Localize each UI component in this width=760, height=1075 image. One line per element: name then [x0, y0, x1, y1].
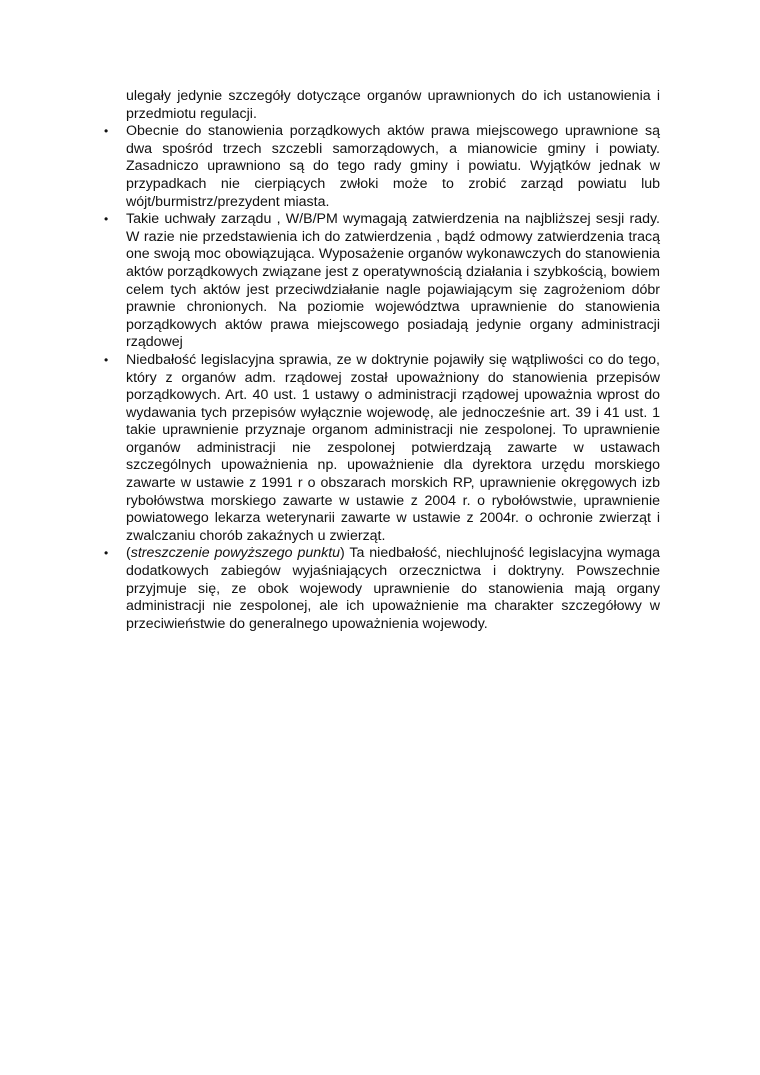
- list-item: [104, 545, 660, 633]
- bullet-icon: •: [104, 352, 109, 367]
- continuation-paragraph: ulegały jedynie szczegóły dotyczące organów uprawnionych do ich ustanowienia i przedmiotu regulacji.: [126, 88, 660, 122]
- list-item-text: Ta niedbałość, niechlujność legislacyjna wymaga dodatkowych zabiegów wyjaśniających orzecznictwa i doktryny. Powszechnie przyjmuje się, ze obok wojewody uprawnienie do stanowienia mają organy administracji nie zespolonej, ale ich upoważnienie ma charakter szczegółowy w przeciwieństwie do generalnego upoważnienia wojewody.: [126, 545, 660, 632]
- list-item-text: Obecnie do stanowienia porządkowych aktów prawa miejscowego uprawnione są dwa spośród trzech szczebli samorządowych, a mianowicie gminy i powiaty. Zasadniczo uprawniono są do tego rady gminy i powiatu. Wyjątków jednak w przypadkach nie cierpiących zwłoki może to zrobić zarząd powiatu lub wójt/burmistrz/prezydent miasta.: [126, 123, 660, 210]
- list-item-text: Takie uchwały zarządu , W/B/PM wymagają zatwierdzenia na najbliższej sesji rady. W razie nie przedstawienia ich do zatwierdzenia , bądź odmowy zatwierdzenia tracą one swoją moc obowiązująca. Wyposażenie organów wykonawczych do stanowienia aktów porządkowych związane jest z operatywnością działania i szybkością, bowiem celem tych aktów jest przeciwdziałanie nagle pojawiającym się zagrożeniom dóbr prawnie chronionych. Na poziomie województwa uprawnienie do stanowienia porządkowych aktów prawa miejscowego posiadają jedynie organy administracji rządowej: [126, 211, 660, 351]
- bullet-icon: •: [104, 124, 109, 139]
- document-body: [104, 88, 660, 633]
- list-item-close-paren: ): [340, 545, 345, 562]
- bullet-icon: •: [104, 546, 109, 561]
- list-item-open-paren: (: [126, 545, 131, 562]
- bullet-icon: •: [104, 212, 109, 227]
- list-item: [104, 123, 660, 211]
- list-item-text: Niedbałość legislacyjna sprawia, ze w doktrynie pojawiły się wątpliwości co do tego, który z organów adm. rządowej został upoważniony do stanowienia przepisów porządkowych. Art. 40 ust. 1 ustawy o administracji rządowej upoważnia wprost do wydawania tych przepisów wyłącznie wojewodę, ale jednocześnie art. 39 i 41 ust. 1 takie uprawnienie przyznaje organom administracji nie zespolonej. To uprawnienie organów administracji nie zespolonej potwierdzają zawarte w ustawach szczególnych upoważnienia np. upoważnienie dla dyrektora urzędu morskiego zawarte w ustawie z 1991 r o obszarach morskich RP, uprawnienie okręgowych izb rybołówstwa morskiego zawarte w ustawie z 2004 r. o rybołówstwie, uprawnienie powiatowego lekarza weterynarii zawarte w ustawie z 2004r. o ochronie zwierząt i zwalczaniu chorób zakaźnych u zwierząt.: [126, 351, 660, 544]
- list-item-italic-prefix: streszczenie powyższego punktu: [130, 545, 341, 562]
- list-item: [104, 211, 660, 352]
- list-item: [104, 352, 660, 546]
